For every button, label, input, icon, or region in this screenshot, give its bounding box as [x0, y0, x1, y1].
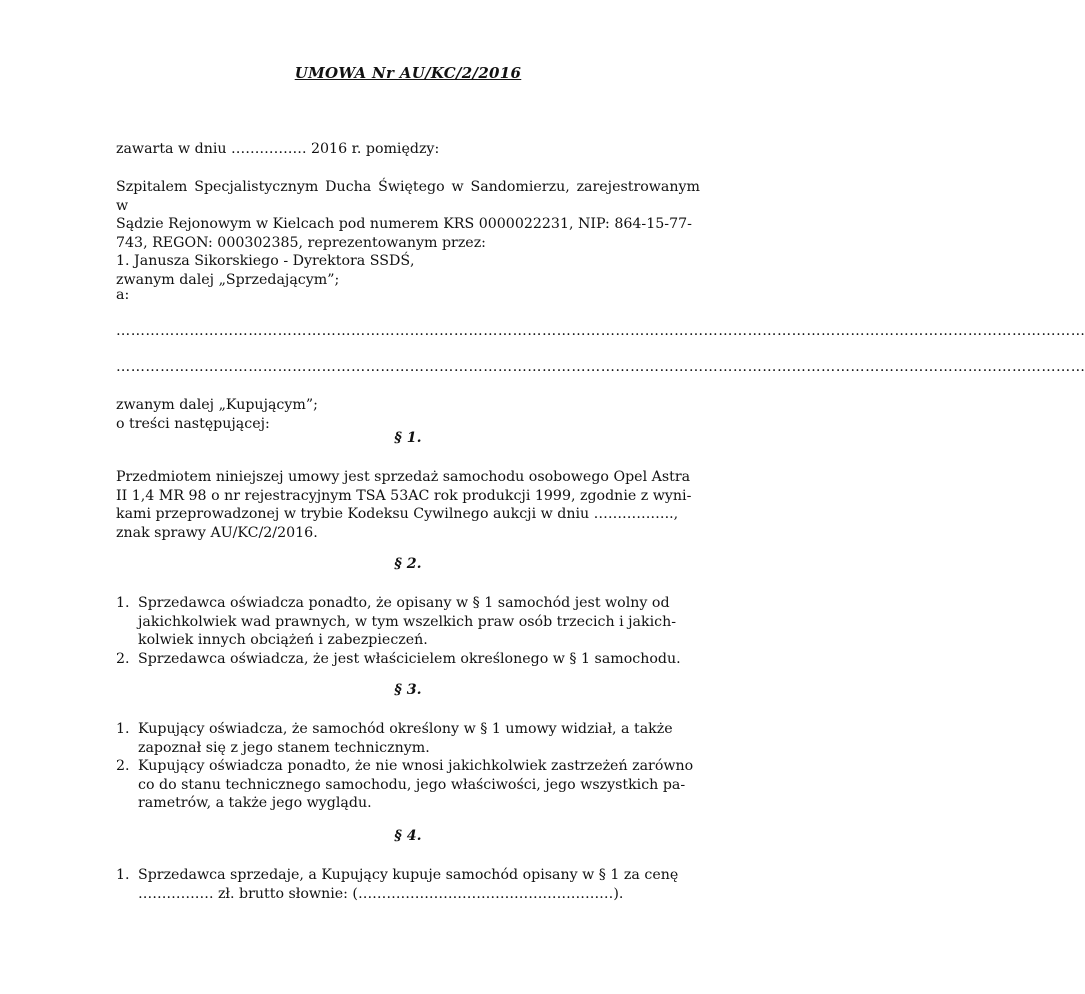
- item-line: Sprzedawca sprzedaje, a Kupujący kupuje samochód opisany w § 1 za cenę: [138, 867, 679, 883]
- section-4-list: [116, 866, 700, 903]
- contract-title: UMOWA Nr AU/KC/2/2016: [294, 64, 522, 82]
- item-line: zapoznał się z jego stanem technicznym.: [138, 739, 430, 756]
- item-line: Kupujący oświadcza ponadto, że nie wnosi jakichkolwiek zastrzeżeń zarówno: [138, 758, 694, 774]
- item-number: 2.: [116, 758, 130, 774]
- section-2-item-1: [116, 594, 700, 650]
- item-number: 1.: [116, 595, 130, 611]
- seller-line-3: 743, REGON: 000302385, reprezentowanym przez:: [116, 234, 486, 251]
- section-2-list: [116, 594, 700, 668]
- section-2-heading: § 2.: [394, 556, 422, 572]
- buyer-line-2: o treści następującej:: [116, 415, 270, 432]
- buyer-line-1: zwanym dalej „Kupującym”;: [116, 397, 318, 413]
- item-line: kolwiek innych obciążeń i zabezpieczeń.: [138, 632, 428, 648]
- item-line: ……………. zł. brutto słownie: (………………………………………………).: [138, 885, 624, 902]
- section-1-line-4: znak sprawy AU/KC/2/2016.: [116, 524, 318, 541]
- section-3-heading: § 3.: [394, 682, 422, 698]
- section-4-item-1: [116, 866, 700, 903]
- buyer-dotted-line-1: ………………………………………………………………………………………………………………………………………………………………………………: [116, 323, 1085, 339]
- item-line: rametrów, a także jego wyglądu.: [138, 795, 372, 811]
- section-1-heading: § 1.: [394, 430, 422, 446]
- item-line: jakichkolwiek wad prawnych, w tym wszelkich praw osób trzecich i jakich-: [138, 613, 677, 630]
- seller-line-5: zwanym dalej „Sprzedającym”;: [116, 271, 340, 288]
- intro-line: zawarta w dniu ……………. 2016 r. pomiędzy:: [116, 141, 440, 157]
- section-3-item-2: [116, 757, 700, 813]
- item-line: Sprzedawca oświadcza, że jest właścicielem określonego w § 1 samochodu.: [138, 650, 681, 667]
- section-4-heading: § 4.: [394, 828, 422, 844]
- section-2-item-2: [116, 650, 700, 669]
- section-3-list: [116, 720, 700, 813]
- seller-block: [116, 178, 700, 289]
- a-label: a:: [116, 287, 130, 303]
- item-number: 2.: [116, 650, 130, 667]
- section-1-line-3: kami przeprowadzonej w trybie Kodeksu Cywilnego aukcji w dniu ……………..,: [116, 506, 679, 522]
- section-3-item-1: [116, 720, 700, 757]
- seller-line-2: Sądzie Rejonowym w Kielcach pod numerem KRS 0000022231, NIP: 864-15-77-: [116, 216, 692, 232]
- section-1-body: [116, 468, 700, 542]
- section-1-line-1: Przedmiotem niniejszej umowy jest sprzedaż samochodu osobowego Opel Astra: [116, 469, 691, 485]
- item-line: Kupujący oświadcza, że samochód określony w § 1 umowy widział, a także: [138, 721, 673, 737]
- buyer-dotted-line-2: ………………………………………………………………………………………………………………………………………………………………………………: [116, 359, 1085, 375]
- seller-line-1: Szpitalem Specjalistycznym Ducha Świętego w Sandomierzu, zarejestrowanym w: [116, 179, 700, 214]
- item-line: Sprzedawca oświadcza ponadto, że opisany w § 1 samochód jest wolny od: [138, 595, 670, 611]
- section-1-line-2: II 1,4 MR 98 o nr rejestracyjnym TSA 53AC rok produkcji 1999, zgodnie z wyni-: [116, 487, 692, 504]
- seller-line-4: 1. Janusza Sikorskiego - Dyrektora SSDŚ,: [116, 253, 415, 269]
- item-number: 1.: [116, 721, 130, 737]
- buyer-block: [116, 396, 700, 433]
- item-line: co do stanu technicznego samochodu, jego właściwości, jego wszystkich pa-: [138, 776, 686, 793]
- item-number: 1.: [116, 867, 130, 883]
